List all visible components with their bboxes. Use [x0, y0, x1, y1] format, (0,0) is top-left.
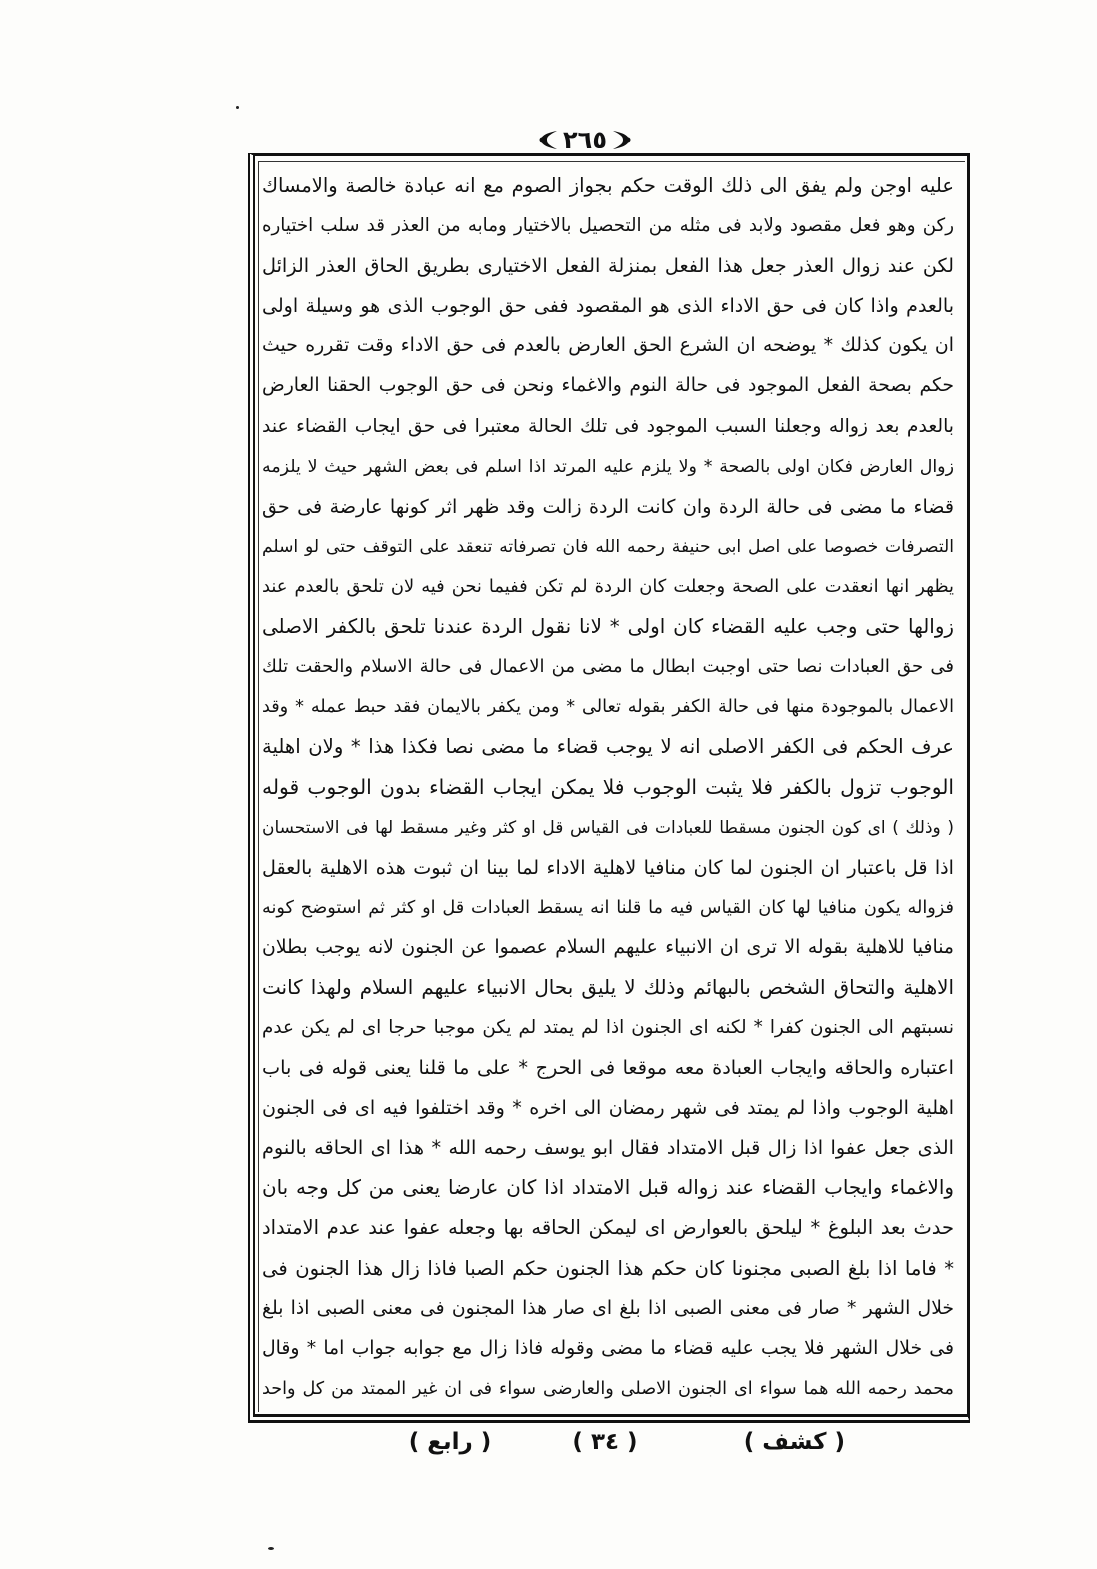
text-line: ان يكون كذلك * يوضحه ان الشرع الحق العارض بالعدم فى حق الاداء وقت تقرره حيث — [262, 335, 954, 357]
text-line: ( وذلك ) اى كون الجنون مسقطا للعبادات فى القياس قل او كثر وغير مسقط لها فى الاستحسان — [262, 817, 954, 838]
footer-volume: ( رابع ) — [408, 1429, 492, 1455]
ink-speck — [236, 106, 239, 109]
text-line: الوجوب تزول بالكفر فلا يثبت الوجوب فلا يمكن ايجاب القضاء بدون الوجوب قوله — [262, 775, 954, 800]
text-line: زوالها حتى وجب عليه القضاء كان اولى * لانا نقول الردة عندنا تلحق بالكفر الاصلى — [262, 615, 954, 639]
ornament-right-icon — [611, 127, 633, 153]
text-line: التصرفات خصوصا على اصل ابى حنيفة رحمه الله فان تصرفاته تنعقد على التوقف حتى لو اسلم — [262, 536, 954, 557]
text-line: الاعمال بالموجودة منها فى حالة الكفر بقوله تعالى * ومن يكفر بالايمان فقد حبط عمله * وقد — [262, 697, 954, 718]
text-line: بالعدم واذا كان فى حق الاداء الذى هو المقصود ففى حق الوجوب الذى هو وسيلة اولى — [262, 295, 954, 318]
text-line: يظهر انها انعقدت على الصحة وجعلت كان الردة لم تكن ففيما نحن فيه لان تلحق بالعدم عند — [262, 575, 954, 597]
page-number: ٢٦٥ — [563, 126, 607, 154]
text-line: عرف الحكم فى الكفر الاصلى انه لا يوجب قضاء ما مضى نصا فكذا هذا * ولان اهلية — [262, 735, 954, 759]
text-line: قضاء ما مضى فى حالة الردة وان كانت الردة زالت وقد ظهر اثر كونها عارضة فى حق — [262, 494, 954, 518]
text-line: فزواله يكون منافيا لها كان القياس فيه ما قلنا انه يسقط العبادات قل او كثر ثم استوضح كونه — [262, 897, 954, 918]
text-line: الاهلية والتحاق الشخص بالبهائم وذلك لا يليق بحال الانبياء عليهم السلام ولهذا كانت — [262, 975, 954, 999]
body-text — [262, 166, 954, 1409]
text-line: فى خلال الشهر فلا يجب عليه قضاء ما مضى وقوله فاذا زال مع جوابه جواب اما * وقال — [262, 1337, 954, 1359]
text-line: اذا قل باعتبار ان الجنون لما كان منافيا لاهلية الاداء لما بينا ان ثبوت هذه الاهلية بالعقل — [262, 855, 954, 879]
ornament-left-icon — [537, 127, 559, 153]
text-line: حكم بصحة الفعل الموجود فى حالة النوم والاغماء ونحن فى حق الوجوب الحقنا العارض — [262, 375, 954, 397]
text-line: اعتباره والحاقه وايجاب العبادة معه موقعا فى الحرج * على ما قلنا يعنى قوله فى باب — [262, 1056, 954, 1080]
text-line: والاغماء وايجاب القضاء عند زواله قبل الامتداد اذا كان عارضا يعنى من كل وجه بان — [262, 1176, 954, 1200]
text-line: بالعدم بعد زواله وجعلنا السبب الموجود فى تلك الحالة معتبرا فى حق ايجاب القضاء عند — [262, 415, 954, 437]
text-line: محمد رحمه الله هما سواء اى الجنون الاصلى والعارضى سواء فى ان غير الممتد من كل واحد — [262, 1378, 954, 1399]
ink-speck — [268, 1547, 274, 1550]
footer-book-title: ( كشف ) — [743, 1429, 845, 1455]
text-line: خلال الشهر * صار فى معنى الصبى اذا بلغ اى صار هذا المجنون فى معنى الصبى اذا بلغ — [262, 1297, 954, 1319]
text-line: الذى جعل عفوا اذا زال قبل الامتداد فقال ابو يوسف رحمه الله * هذا اى الحاقه بالنوم — [262, 1136, 954, 1160]
text-line: نسبتهم الى الجنون كفرا * لكنه اى الجنون اذا لم يمتد لم يكن موجبا حرجا اى لم يكن عدم — [262, 1016, 954, 1038]
text-line: * فاما اذا بلغ الصبى مجنونا كان حكم هذا الجنون حكم الصبا فاذا زال هذا الجنون فى — [262, 1256, 954, 1280]
text-line: منافيا للاهلية بقوله الا ترى ان الانبياء عليهم السلام عصموا عن الجنون لانه يوجب بطلان — [262, 936, 954, 958]
text-line: اهلية الوجوب واذا لم يمتد فى شهر رمضان الى اخره * وقد اختلفوا فيه اى فى الجنون — [262, 1096, 954, 1120]
text-line: حدث بعد البلوغ * ليلحق بالعوارض اى ليمكن الحاقه بها وجعله عفوا عند عدم الامتداد — [262, 1216, 954, 1240]
text-line: عليه اوجن ولم يفق الى ذلك الوقت حكم بجواز الصوم مع انه عبادة خالصة والامساك — [262, 174, 954, 197]
text-line: زوال العارض فكان اولى بالصحة * ولا يلزم عليه المرتد اذا اسلم فى بعض الشهر حيث لا يلزمه — [262, 456, 954, 477]
text-line: لكن عند زوال العذر جعل هذا الفعل بمنزلة الفعل الاختيارى بطريق الحاق العذر الزائل — [262, 254, 954, 278]
footer-signature-number: ( ٣٤ ) — [572, 1429, 638, 1455]
text-line: ركن وهو فعل مقصود ولابد فى مثله من التحصيل بالاختيار ومابه من العذر قد سلب اختياره — [262, 215, 954, 237]
text-line: فى حق العبادات نصا حتى اوجبت ابطال ما مضى من الاعمال فى حالة الاسلام والحقت تلك — [262, 656, 954, 678]
